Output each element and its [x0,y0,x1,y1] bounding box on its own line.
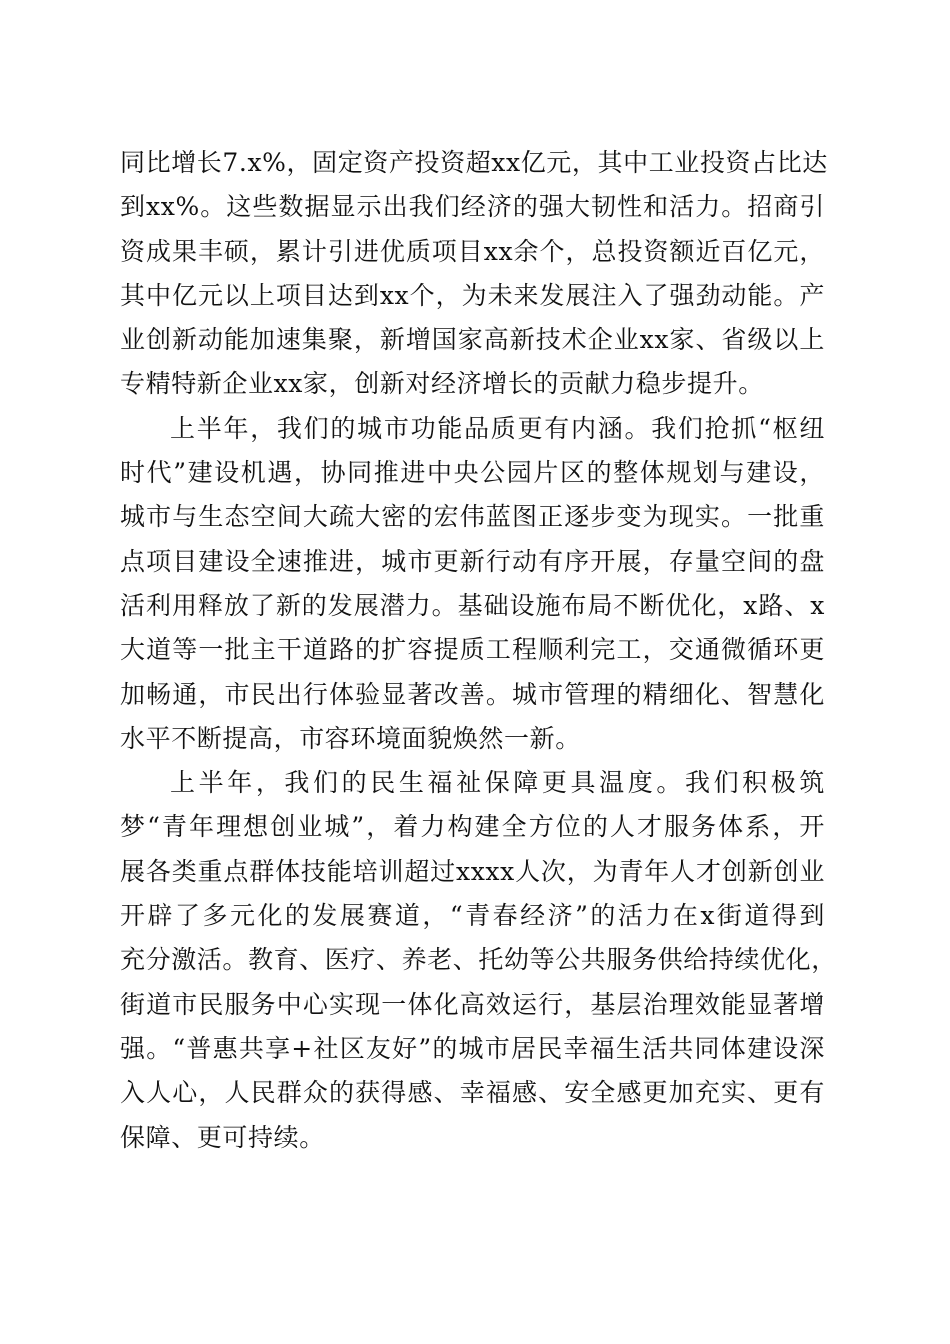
document-body [120,141,837,1160]
text-line: 资成果丰硕，累计引进优质项目xx余个，总投资额近百亿元， [120,236,825,266]
text-line: 入人心，人民群众的获得感、幸福感、安全感更加充实、更有 [120,1078,825,1108]
text-line: 充分激活。教育、医疗、养老、托幼等公共服务供给持续优化， [120,945,837,975]
text-line: 大道等一批主干道路的扩容提质工程顺利完工，交通微循环更 [120,635,825,665]
text-line: 水平不断提高，市容环境面貌焕然一新。 [120,723,581,753]
text-line: 展各类重点群体技能培训超过xxxx人次，为青年人才创新创业 [120,856,825,886]
paragraph-city-function [120,407,825,761]
text-line: 上半年，我们的城市功能品质更有内涵。我们抢抓“枢纽 [170,413,825,443]
text-line: 强。“普惠共享+社区友好”的城市居民幸福生活共同体建设深 [120,1033,825,1063]
text-line: 街道市民服务中心实现一体化高效运行，基层治理效能显著增 [120,989,825,1019]
text-line: 时代”建设机遇，协同推进中央公园片区的整体规划与建设， [120,458,825,488]
text-line: 到xx%。这些数据显示出我们经济的强大韧性和活力。招商引 [120,192,825,222]
text-line: 加畅通，市民出行体验显著改善。城市管理的精细化、智慧化 [120,679,825,709]
text-line: 开辟了多元化的发展赛道，“青春经济”的活力在x街道得到 [120,901,825,931]
text-line: 同比增长7.x%，固定资产投资超xx亿元，其中工业投资占比达 [120,148,828,177]
text-line: 其中亿元以上项目达到xx个，为未来发展注入了强劲动能。产 [120,280,825,310]
paragraph-economy [120,141,828,407]
text-line: 专精特新企业xx家，创新对经济增长的贡献力稳步提升。 [120,369,764,399]
text-line: 保障、更可持续。 [120,1122,325,1152]
text-line: 活利用释放了新的发展潜力。基础设施布局不断优化，x路、x [120,590,825,620]
text-line: 城市与生态空间大疏大密的宏伟蓝图正逐步变为现实。一批重 [120,502,825,532]
text-line: 业创新动能加速集聚，新增国家高新技术企业xx家、省级以上 [120,325,825,355]
paragraph-livelihood [120,761,837,1160]
text-line: 梦“青年理想创业城”，着力构建全方位的人才服务体系，开 [120,812,825,842]
text-line: 上半年，我们的民生福祉保障更具温度。我们积极筑 [170,768,825,798]
text-line: 点项目建设全速推进，城市更新行动有序开展，存量空间的盘 [120,546,825,576]
